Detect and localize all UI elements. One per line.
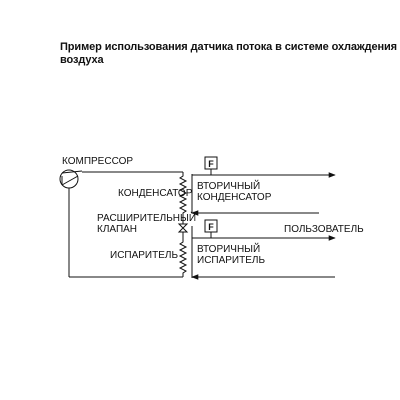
compressor-label: КОМПРЕССОР <box>62 156 134 167</box>
evaporator-coil-icon <box>180 232 186 277</box>
evaporator-label: ИСПАРИТЕЛЬ <box>110 250 179 261</box>
secondary-evaporator-label-line-1: ВТОРИЧНЫЙ <box>197 244 261 255</box>
secondary-condenser-label-line-2: КОНДЕНСАТОР <box>197 192 272 203</box>
expansion-valve-icon <box>179 224 187 232</box>
secondary-evaporator-label-line-2: ИСПАРИТЕЛЬ <box>197 255 266 266</box>
flow-sensor-top-label: F <box>208 159 214 169</box>
compressor-icon <box>60 170 82 188</box>
condenser-label: КОНДЕНСАТОР <box>118 188 193 199</box>
expansion-valve-label-line-2: КЛАПАН <box>97 224 138 235</box>
flow-sensor-bottom-icon <box>205 220 217 238</box>
user-label: ПОЛЬЗОВАТЕЛЬ <box>284 224 364 235</box>
expansion-valve-label-line-1: РАСШИРИТЕЛЬНЫЙ <box>97 213 197 224</box>
diagram-title-line-2: воздуха <box>60 54 104 66</box>
diagram-title-line-1: Пример использования датчика потока в системе охлаждения <box>60 41 397 53</box>
flow-sensor-bottom-label: F <box>208 222 214 232</box>
secondary-condenser-label-line-1: ВТОРИЧНЫЙ <box>197 181 261 192</box>
flow-sensor-top-icon <box>205 157 217 175</box>
